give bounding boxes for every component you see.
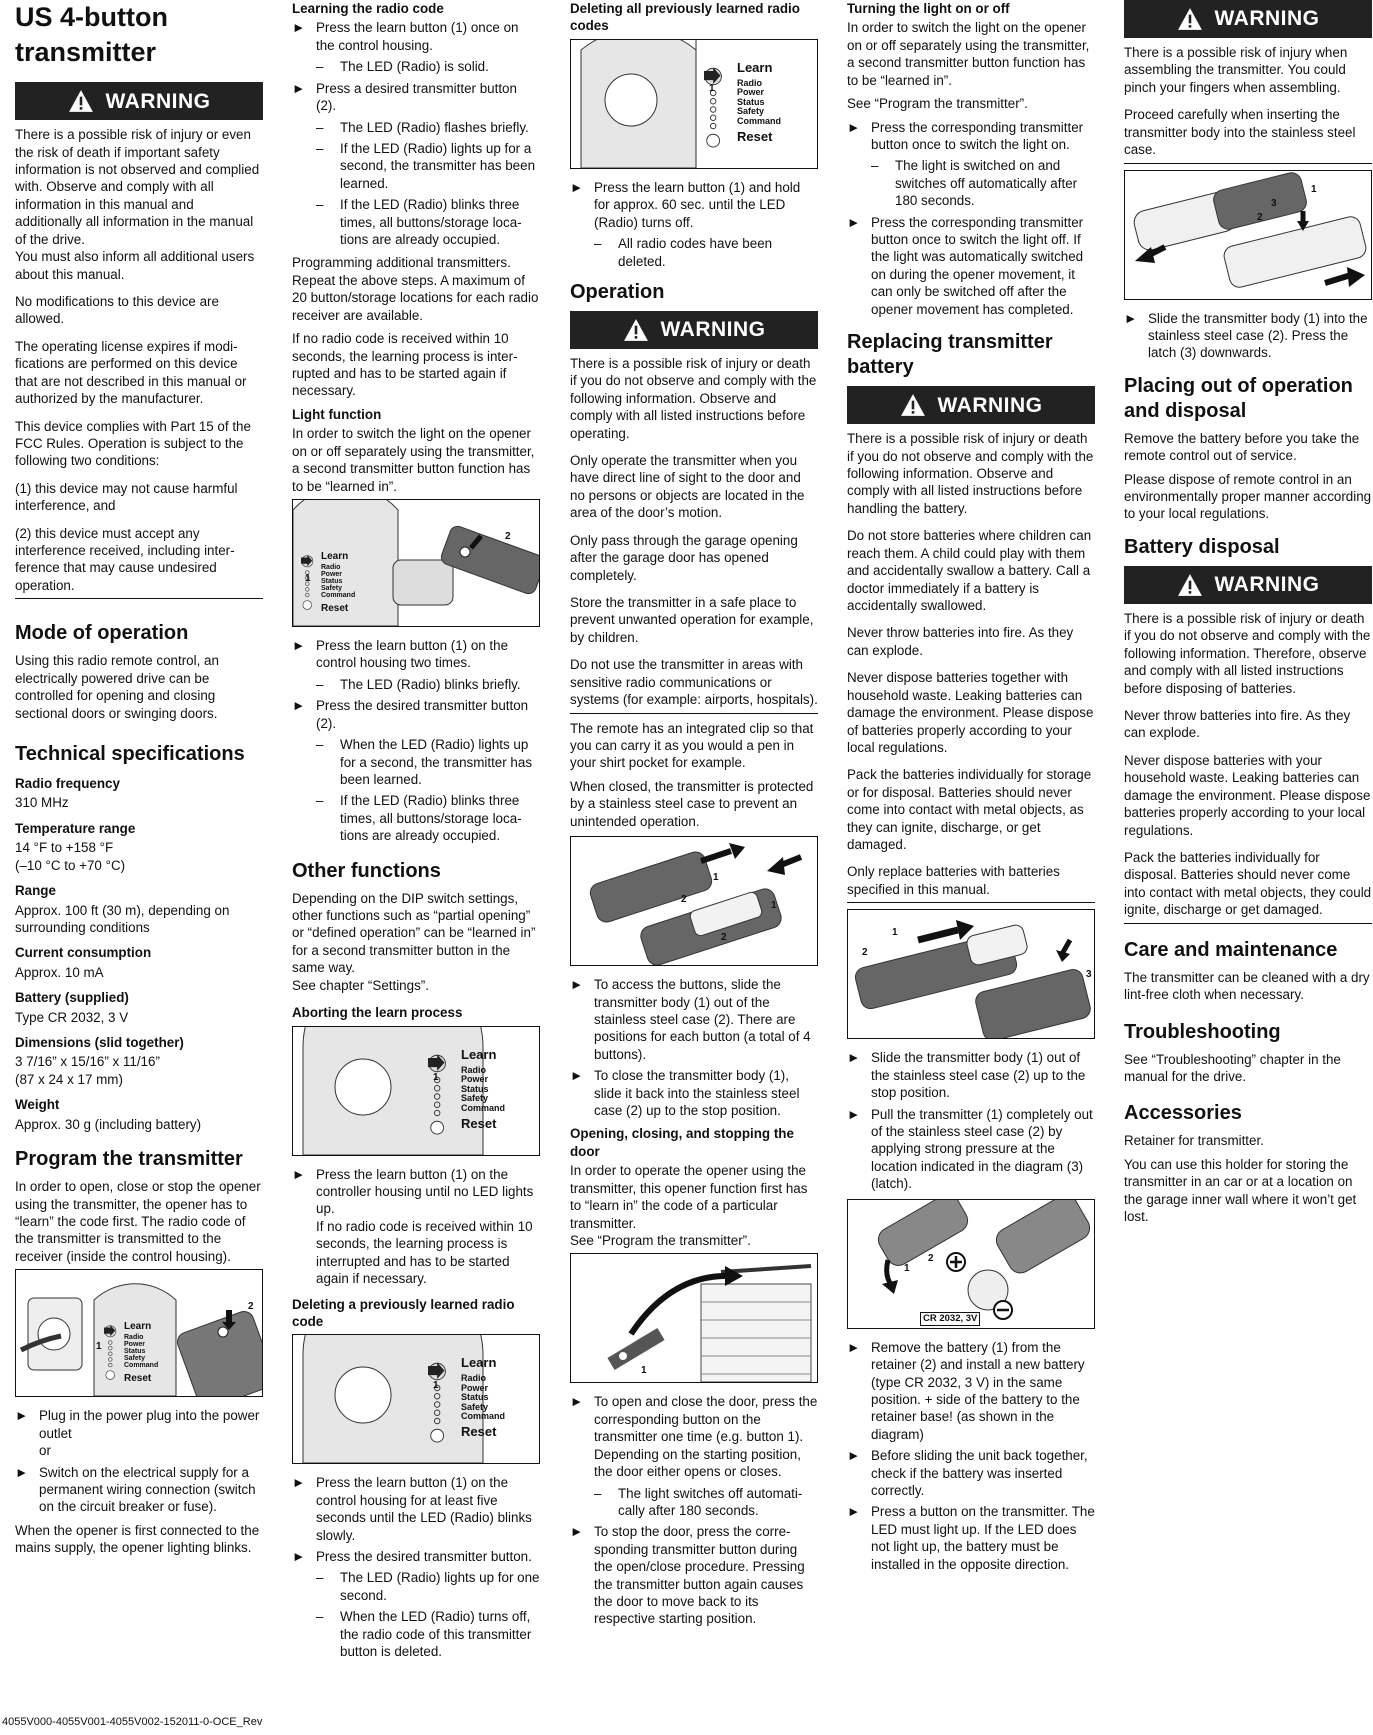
battery-type-label: CR 2032, 3V [920,1312,980,1326]
battery-replace-heading: Replacing transmitter battery [847,331,1053,379]
step [292,697,540,732]
door-text-2: See “Program the transmitter”. [570,1232,751,1248]
step-text: The LED (Radio) blinks briefly. [340,676,521,692]
divider [15,598,263,599]
specs-heading: Technical specifications [15,743,245,765]
battery-disposal-p1: Never throw batteries into fire. As they can explode. [1124,708,1351,741]
spec-value: 3 7/16” x 15/16” x 11/16” [15,1054,160,1070]
arrow-marker: ► [847,1448,861,1464]
warning-banner [847,386,1095,424]
spec-value: 310 MHz [15,795,69,811]
column-5 [1124,0,1372,1235]
dash-marker: – [316,1609,324,1625]
troubleshooting-text: See “Troubleshooting” chapter in the manual for the drive. [1124,1051,1341,1084]
arrow-marker: ► [847,1106,861,1122]
battery-replace-warning-text: There is a possible risk of injury or death if you do not observe and comply with the following information. Observe and comply with all listed instructions before handling the battery. [847,431,1094,516]
learn-label: Learn [461,1046,497,1062]
led-label: Power [737,87,765,98]
battery-replace-p1: Do not store batteries where children can reach them. A child could play with them and accidentally swallow a battery. Call a doctor immediately if a battery is accidentally swallowed. [847,528,1092,613]
battery-slide-steps [847,1049,1095,1192]
step-text: Before sliding the unit back together, check if the battery was inserted correctly. [871,1448,1088,1499]
led-label: Radio [461,1373,487,1384]
reset-label: Reset [461,1424,497,1440]
led-label: Command [124,1362,159,1370]
substep [847,157,1095,209]
step-text: When the LED (Radio) turns off, the radio code of this transmitter button is deleted. [340,1609,532,1660]
other-text: Depending on the DIP switch settings, other functions such as “partial opening” or “defined operation” can be “learned in” for a second transmitter button in the same way. [292,890,536,976]
spec-value: Approx. 10 mA [15,964,104,980]
callout-1: 1 [1311,183,1317,195]
dash-marker: – [316,1570,324,1586]
column-4 [847,0,1095,1579]
step-text: Slide the transmitter body (1) out of the stainless steel case (2) up to the stop position. [871,1050,1086,1101]
callout-1: 1 [771,900,777,912]
illustration-slide-out [570,836,818,966]
callout-2: 2 [1257,211,1263,223]
arrow-marker: ► [847,1339,861,1355]
page-title: US 4-button transmitter [15,2,168,68]
illustration-door [570,1253,818,1383]
led-label: Radio [737,77,763,88]
led-labels [321,564,355,599]
step [292,1548,540,1565]
step [292,637,540,672]
callout-3: 3 [1086,969,1092,981]
battery-slide-figure [848,910,1095,1038]
step-text: The light is switched on and switches off automatically after 180 seconds. [895,158,1078,209]
led-label: Command [461,1411,506,1422]
led-label: Safety [124,1355,146,1363]
led-label: Status [461,1392,489,1403]
assembly-warning-text: There is a possible risk of injury when assembling the transmitter. You could pinch your fingers when assembling. [1124,45,1348,95]
mode-heading: Mode of operation [15,622,189,645]
disposal-p2: Please dispose of remote control in an environmentally proper manner according to your local regulations. [1124,471,1372,522]
callout-1: 1 [305,572,311,584]
step-text: To close the transmitter body (1), slide it back into the stainless steel case (2) up to the stop position. [594,1068,800,1119]
arrow-marker: ► [1124,310,1138,326]
step-text: Press the corresponding transmitter button once to switch the light off. If the light was automatically switched on during the opener movement, it can only be switched off after the opener movement has completed. [871,214,1084,317]
substep [292,1608,540,1660]
illustration-battery-swap [847,1199,1095,1329]
dash-marker: – [316,737,324,753]
step-text: If no radio code is received within 10 seconds, the learning process is interrupted and has to be started again if necessary. [316,1218,533,1287]
battery-disposal-p2: Never dispose batteries with your household waste. Leaking batteries can damage the environment. Please dispose batteries properly according to your local regulations. [1124,752,1371,838]
step-text: Press the desired transmitter button (2). [316,698,529,731]
spec-label: Current consumption [15,945,152,961]
learn-label: Learn [461,1355,497,1371]
dash-marker: – [594,236,602,252]
learn-label: Learn [124,1321,152,1333]
battery-replace-p3: Never dispose batteries together with household waste. Leaking batteries can damage the environment. Please dispose of batteries properly according to your local regulations. [847,670,1094,755]
intro-p4: (1) this device may not cause harmful interference, and [15,480,238,514]
warning-banner [15,82,263,120]
door-steps [570,1393,818,1627]
assembly-steps [1124,310,1372,362]
reset-label: Reset [737,128,773,144]
step [1124,310,1372,362]
or-text: or [39,1443,51,1459]
step-text: Remove the battery (1) from the retainer (2) and install a new battery (type CR 2032, 3 V) in the same position. + side of the battery to the retainer base! (as shown in the diagram) [871,1339,1085,1442]
arrow-marker: ► [847,1504,861,1520]
operation-warning-text: There is a possible risk of injury or death if you do not observe and comply with the following information. Observe and comply with all listed instructions before operating. [570,355,817,441]
arrow-marker: ► [847,214,861,230]
callout-3: 3 [1271,197,1277,209]
step-text: If the LED (Radio) lights up for a second, the transmitter has been learned. [340,140,536,191]
arrow-marker: ► [15,1464,29,1480]
arrow-marker: ► [570,1394,584,1410]
step-text: If the LED (Radio) blinks three times, all buttons/storage locations are already occupied. [340,197,522,248]
operation-steps [570,976,818,1119]
arrow-marker: ► [292,1475,306,1491]
abort-steps [292,1166,540,1288]
step-text: The LED (Radio) is solid. [340,59,489,75]
learning-heading: Learning the radio code [292,1,444,16]
spec-value: (–10 °C to +70 °C) [15,857,126,873]
battery-replace-p5: Only replace batteries with batteries specified in this manual. [847,864,1060,897]
warning-label: WARNING [1214,573,1320,597]
column-1 [15,0,263,1567]
step-text: Press the desired transmitter button. [316,1549,532,1565]
led-label: Power [461,1382,489,1393]
substep [292,58,540,75]
step [292,1474,540,1544]
step-text: To access the buttons, slide the transmitter body (1) out of the stainless steel case (2). There are positions for each button (a total of 4 buttons). [594,977,811,1062]
operation-p5: The remote has an integrated clip so that you can carry it as you would a pen in your shirt pocket for example. [570,720,814,771]
callout-1: 1 [96,1341,102,1353]
light-steps [292,637,540,845]
step-text: Slide the transmitter body (1) into the stainless steel case (2). Press the latch (3) downwards. [1148,310,1368,361]
callout-2: 2 [505,530,511,542]
step-text: Press the learn button (1) on the control housing for at least five seconds until the LED (Radio) blinks slowly. [316,1475,532,1543]
spec-value: (87 x 24 x 17 mm) [15,1071,123,1087]
led-label: Status [124,1348,146,1356]
warning-triangle-icon [900,393,926,417]
illustration-delete-one [292,1334,540,1464]
step-text: When the LED (Radio) lights up for a second, the transmitter has been learned. [340,737,533,787]
battery-replace-p4: Pack the batteries individually for storage or for disposal. Batteries should never come into contact with metal objects, as they can ignite, discharge, or get damaged. [847,767,1092,853]
arrow-marker: ► [847,1050,861,1066]
illustration-abort [292,1026,540,1156]
callout-1: 1 [709,82,715,94]
assembly-p1: Proceed carefully when inserting the transmitter body into the stainless steel case. [1124,107,1356,158]
column-3 [570,0,818,1634]
troubleshooting-heading: Troubleshooting [1124,1020,1281,1043]
accessories-p1: Retainer for transmitter. [1124,1133,1264,1149]
led-label: Radio [124,1334,144,1342]
delete-one-steps [292,1474,540,1660]
reset-label: Reset [461,1115,497,1131]
delete-all-heading: Deleting all previously learned radio codes [570,1,800,34]
spec-value: 14 °F to +158 °F [15,840,114,856]
dash-marker: – [316,197,324,213]
battery-disposal-p3: Pack the batteries individually for disposal. Batteries should never come into contact with metal objects, they could ignite, discharge or get damaged. [1124,849,1372,918]
led-label: Power [461,1074,489,1085]
arrow-marker: ► [292,637,306,653]
dash-marker: – [316,59,324,75]
step [292,80,540,115]
step-text: The LED (Radio) lights up for one second. [340,1570,540,1603]
learning-p1: Programming additional transmitters. Repeat the above steps. A maximum of 20 button/storage locations for each radio receiver are available. [292,255,539,323]
spec-value: Approx. 30 g (including battery) [15,1116,202,1132]
led-labels [461,1374,505,1422]
divider [570,713,818,714]
step [847,214,1095,319]
operation-p2: Only pass through the garage opening after the garage door has opened completely. [570,532,798,583]
dash-marker: – [594,1485,602,1501]
step [847,1503,1095,1573]
light-text: In order to switch the light on the opener on or off separately using the transmitter, a second transmitter button function has to be “learned in”. [292,426,535,494]
accessories-heading: Accessories [1124,1102,1242,1125]
disposal-heading: Placing out of operation and disposal [1124,374,1353,422]
step-text: If the LED (Radio) blinks three times, all buttons/storage locations are already occupied. [340,793,522,844]
led-label: Status [737,96,765,107]
led-label: Radio [461,1064,487,1075]
warning-triangle-icon [1177,573,1203,597]
callout-1: 1 [713,872,719,884]
arrow-marker: ► [570,1068,584,1084]
callout-1: 1 [433,1071,439,1083]
illustration-delete-all [570,39,818,169]
step-text: Press the learn button (1) once on the control housing. [316,20,519,53]
mode-text: Using this radio remote control, an electrically powered drive can be controlled for opening and closing sectional doors or swinging doors. [15,653,219,721]
step [570,1067,818,1119]
door-text: In order to operate the opener using the transmitter, this opener function first has to “learn in” the code of a particular transmitter. [570,1163,808,1231]
battery-swap-figure [848,1200,1095,1328]
step-text: Press a desired transmitter button (2). [316,80,517,114]
step-text: The light switches off automatically after 180 seconds. [618,1485,803,1518]
care-text: The transmitter can be cleaned with a dry lint-free cloth when necessary. [1124,969,1370,1003]
step [292,19,540,54]
callout-2: 2 [721,932,727,944]
turn-light-steps [847,119,1095,319]
battery-disposal-heading: Battery disposal [1124,535,1280,558]
illustration-assembly [1124,170,1372,300]
operation-p6: When closed, the transmitter is protected by a stainless steel case to prevent an unintended operation. [570,778,814,829]
program-heading: Program the transmitter [15,1148,243,1171]
care-heading: Care and maintenance [1124,938,1338,961]
accessories-p2: You can use this holder for storing the transmitter in an car or at a location on the garage inner wall where it won’t get lost. [1124,1156,1357,1225]
intro-warning-text-2: You must also inform all additional users about this manual. [15,249,255,282]
spec-value: Type CR 2032, 3 V [15,1009,129,1025]
spec-label: Range [15,883,56,899]
led-label: Command [321,591,356,599]
spec-label: Dimensions (slid together) [15,1035,184,1051]
arrow-marker: ► [292,698,306,714]
light-heading: Light function [292,406,382,422]
step-text: To open and close the door, press the corresponding button on the transmitter one time (e.g. button 1). Depending on the starting position, the door either opens or closes. [594,1394,818,1480]
substep [292,140,540,192]
operation-p3: Store the transmitter in a safe place to prevent unwanted operation for example, by children. [570,595,814,645]
led-label: Safety [461,1401,489,1412]
divider [1124,163,1372,164]
led-label: Command [461,1102,506,1113]
arrow-marker: ► [570,179,584,195]
led-labels [461,1066,505,1114]
substep [292,676,540,693]
spec-label: Temperature range [15,820,136,836]
warning-banner [1124,566,1372,604]
divider [1124,923,1372,924]
step [847,119,1095,154]
step-text: Press the learn button (1) on the control housing two times. [316,637,509,671]
substep [292,1569,540,1604]
substep [292,736,540,788]
callout-2: 2 [248,1301,254,1313]
learn-label: Learn [737,59,773,75]
spec-label: Radio frequency [15,776,120,791]
operation-heading: Operation [570,280,665,303]
program-text: In order to open, close or stop the opener using the transmitter, the opener has to “learn” the code first. The radio code of the transmitter is transmitted to the receiver (inside the control housing). [15,1179,261,1264]
warning-label: WARNING [660,318,766,342]
assembly-figure [1125,171,1372,299]
turn-light-text: In order to switch the light on the opener on or off separately using the transmitter, a second transmitter button function has to be “learned in”. [847,20,1090,88]
intro-p1: No modifications to this device are allowed. [15,293,219,327]
other-heading: Other functions [292,859,441,882]
abort-heading: Aborting the learn process [292,1005,463,1021]
disposal-p1: Remove the battery before you take the remote control out of service. [1124,430,1360,464]
led-label: Safety [737,106,765,117]
step-text: Press the learn button (1) on the controller housing until no LED lights up. [316,1166,534,1217]
substep [292,792,540,844]
operation-p4: Do not use the transmitter in areas with sensitive radio communications or systems (for example: airports, hospitals). [570,657,818,708]
led-label: Status [461,1083,489,1094]
step-text: To stop the door, press the corresponding transmitter button during the open/close procedure. Pressing the transmitter button again causes the door to move back to its respective starting position. [594,1524,805,1627]
led-label: Power [124,1341,146,1349]
battery-replace-p2: Never throw batteries into fire. As they can explode. [847,625,1074,658]
operation-p1: Only operate the transmitter when you have direct line of sight to the door and no persons or objects are located in the area of the door’s motion. [570,453,805,521]
learn-label: Learn [321,550,349,562]
led-label: Radio [321,563,341,571]
spec-list [15,775,263,1133]
spec-label: Weight [15,1097,60,1113]
warning-banner [570,311,818,349]
door-figure [571,1254,818,1382]
led-label: Safety [321,584,343,592]
intro-p3: This device complies with Part 15 of the FCC Rules. Operation is subject to the following two conditions: [15,418,251,469]
dash-marker: – [316,140,324,156]
arrow-marker: ► [292,1549,306,1565]
step [570,1523,818,1628]
led-label: Status [321,577,343,585]
warning-banner [1124,0,1372,38]
arrow-marker: ► [570,1524,584,1540]
delete-all-steps [570,179,818,270]
learning-p2: If no radio code is received within 10 seconds, the learning process is interrupted and has to be started again if necessary. [292,331,518,399]
warning-label: WARNING [1214,7,1320,31]
callout-2: 2 [928,1252,934,1264]
illustration-plug-panel [15,1269,263,1397]
dash-marker: – [316,676,324,692]
dash-marker: – [316,793,324,809]
warning-triangle-icon [68,89,94,113]
callout-2: 2 [681,894,687,906]
substep [570,235,818,270]
led-label: Command [737,115,782,126]
step-text: Plug in the power plug into the power outlet [39,1408,260,1441]
substep [292,196,540,248]
divider [847,902,1095,903]
reset-label: Reset [321,602,349,614]
turn-light-heading: Turning the light on or off [847,1,1010,16]
learning-steps [292,19,540,248]
warning-triangle-icon [623,318,649,342]
spec-label: Battery (supplied) [15,990,129,1006]
callout-1: 1 [904,1262,910,1274]
substep [570,1485,818,1520]
step [570,976,818,1063]
step-text: Switch on the electrical supply for a permanent wiring connection (switch on the circuit breaker or fuse). [39,1464,256,1515]
arrow-marker: ► [292,1166,306,1182]
callout-2: 2 [862,947,868,959]
step [847,1447,1095,1499]
warning-triangle-icon [1177,7,1203,31]
callout-1: 1 [641,1365,647,1377]
intro-warning-text: There is a possible risk of injury or even the risk of death if important safety information is not observed and complied with. Observe and comply with all information in this manual and additionally all information in the manual of the drive. [15,127,260,247]
step [15,1464,263,1516]
led-label: Safety [461,1093,489,1104]
battery-swap-steps [847,1339,1095,1573]
led-labels [124,1334,158,1369]
battery-disposal-warning-text: There is a possible risk of injury or death if you do not observe and comply with the following information. Therefore, observe and comply with all listed instructions before disposing of batteries. [1124,610,1371,696]
arrow-marker: ► [847,119,861,135]
arrow-marker: ► [570,977,584,993]
arrow-marker: ► [15,1408,29,1424]
reset-label: Reset [124,1373,152,1385]
warning-label: WARNING [937,393,1043,417]
spec-value: Approx. 100 ft (30 m), depending on surrounding conditions [15,902,230,935]
led-labels [737,79,781,127]
program-steps [15,1407,263,1516]
warning-label: WARNING [105,89,211,113]
step-text: Press the learn button (1) and hold for approx. 60 sec. until the LED (Radio) turns off. [594,179,801,230]
step-text: The LED (Radio) flashes briefly. [340,119,529,135]
dash-marker: – [316,119,324,135]
step-text: Pull the transmitter (1) completely out of the stainless steel case (2) by applying strong pressure at the location indicated in the diagram (3) (latch). [871,1106,1093,1192]
arrow-marker: ► [292,20,306,36]
callout-1: 1 [892,927,898,939]
intro-p5: (2) this device must accept any interference received, including interference that may cause undesired operation. [15,525,235,593]
step [847,1106,1095,1193]
other-text-2: See chapter “Settings”. [292,977,429,993]
slide-out-figure [571,837,818,965]
column-2 [292,0,540,1667]
illustration-light [292,499,540,627]
turn-light-text-2: See “Program the transmitter”. [847,96,1028,112]
step-text: All radio codes have been deleted. [618,236,773,269]
step [847,1049,1095,1101]
dash-marker: – [871,158,879,174]
step-text: Press a button on the transmitter. The LED must light up. If the LED does not light up, the battery must be installed in the opposite direction. [871,1504,1095,1572]
step-text: Press the corresponding transmitter button once to switch the light on. [871,119,1084,152]
door-heading: Opening, closing, and stopping the door [570,1126,794,1159]
footer-code: 4055V000-4055V001-4055V002-152011-0-OCE_Rev [2,1716,263,1728]
delete-one-heading: Deleting a previously learned radio code [292,1296,515,1329]
step [15,1407,263,1459]
callout-1: 1 [433,1380,439,1392]
step [570,179,818,231]
step [292,1166,540,1288]
step [847,1339,1095,1444]
intro-p2: The operating license expires if modifications are performed on this device that are not described in this manual or authorized by the manufacturer. [15,338,247,407]
arrow-marker: ► [292,80,306,96]
substep [292,119,540,136]
led-label: Power [321,570,343,578]
illustration-battery-slide [847,909,1095,1039]
program-after: When the opener is first connected to the mains supply, the opener lighting blinks. [15,1522,260,1556]
step [570,1393,818,1480]
